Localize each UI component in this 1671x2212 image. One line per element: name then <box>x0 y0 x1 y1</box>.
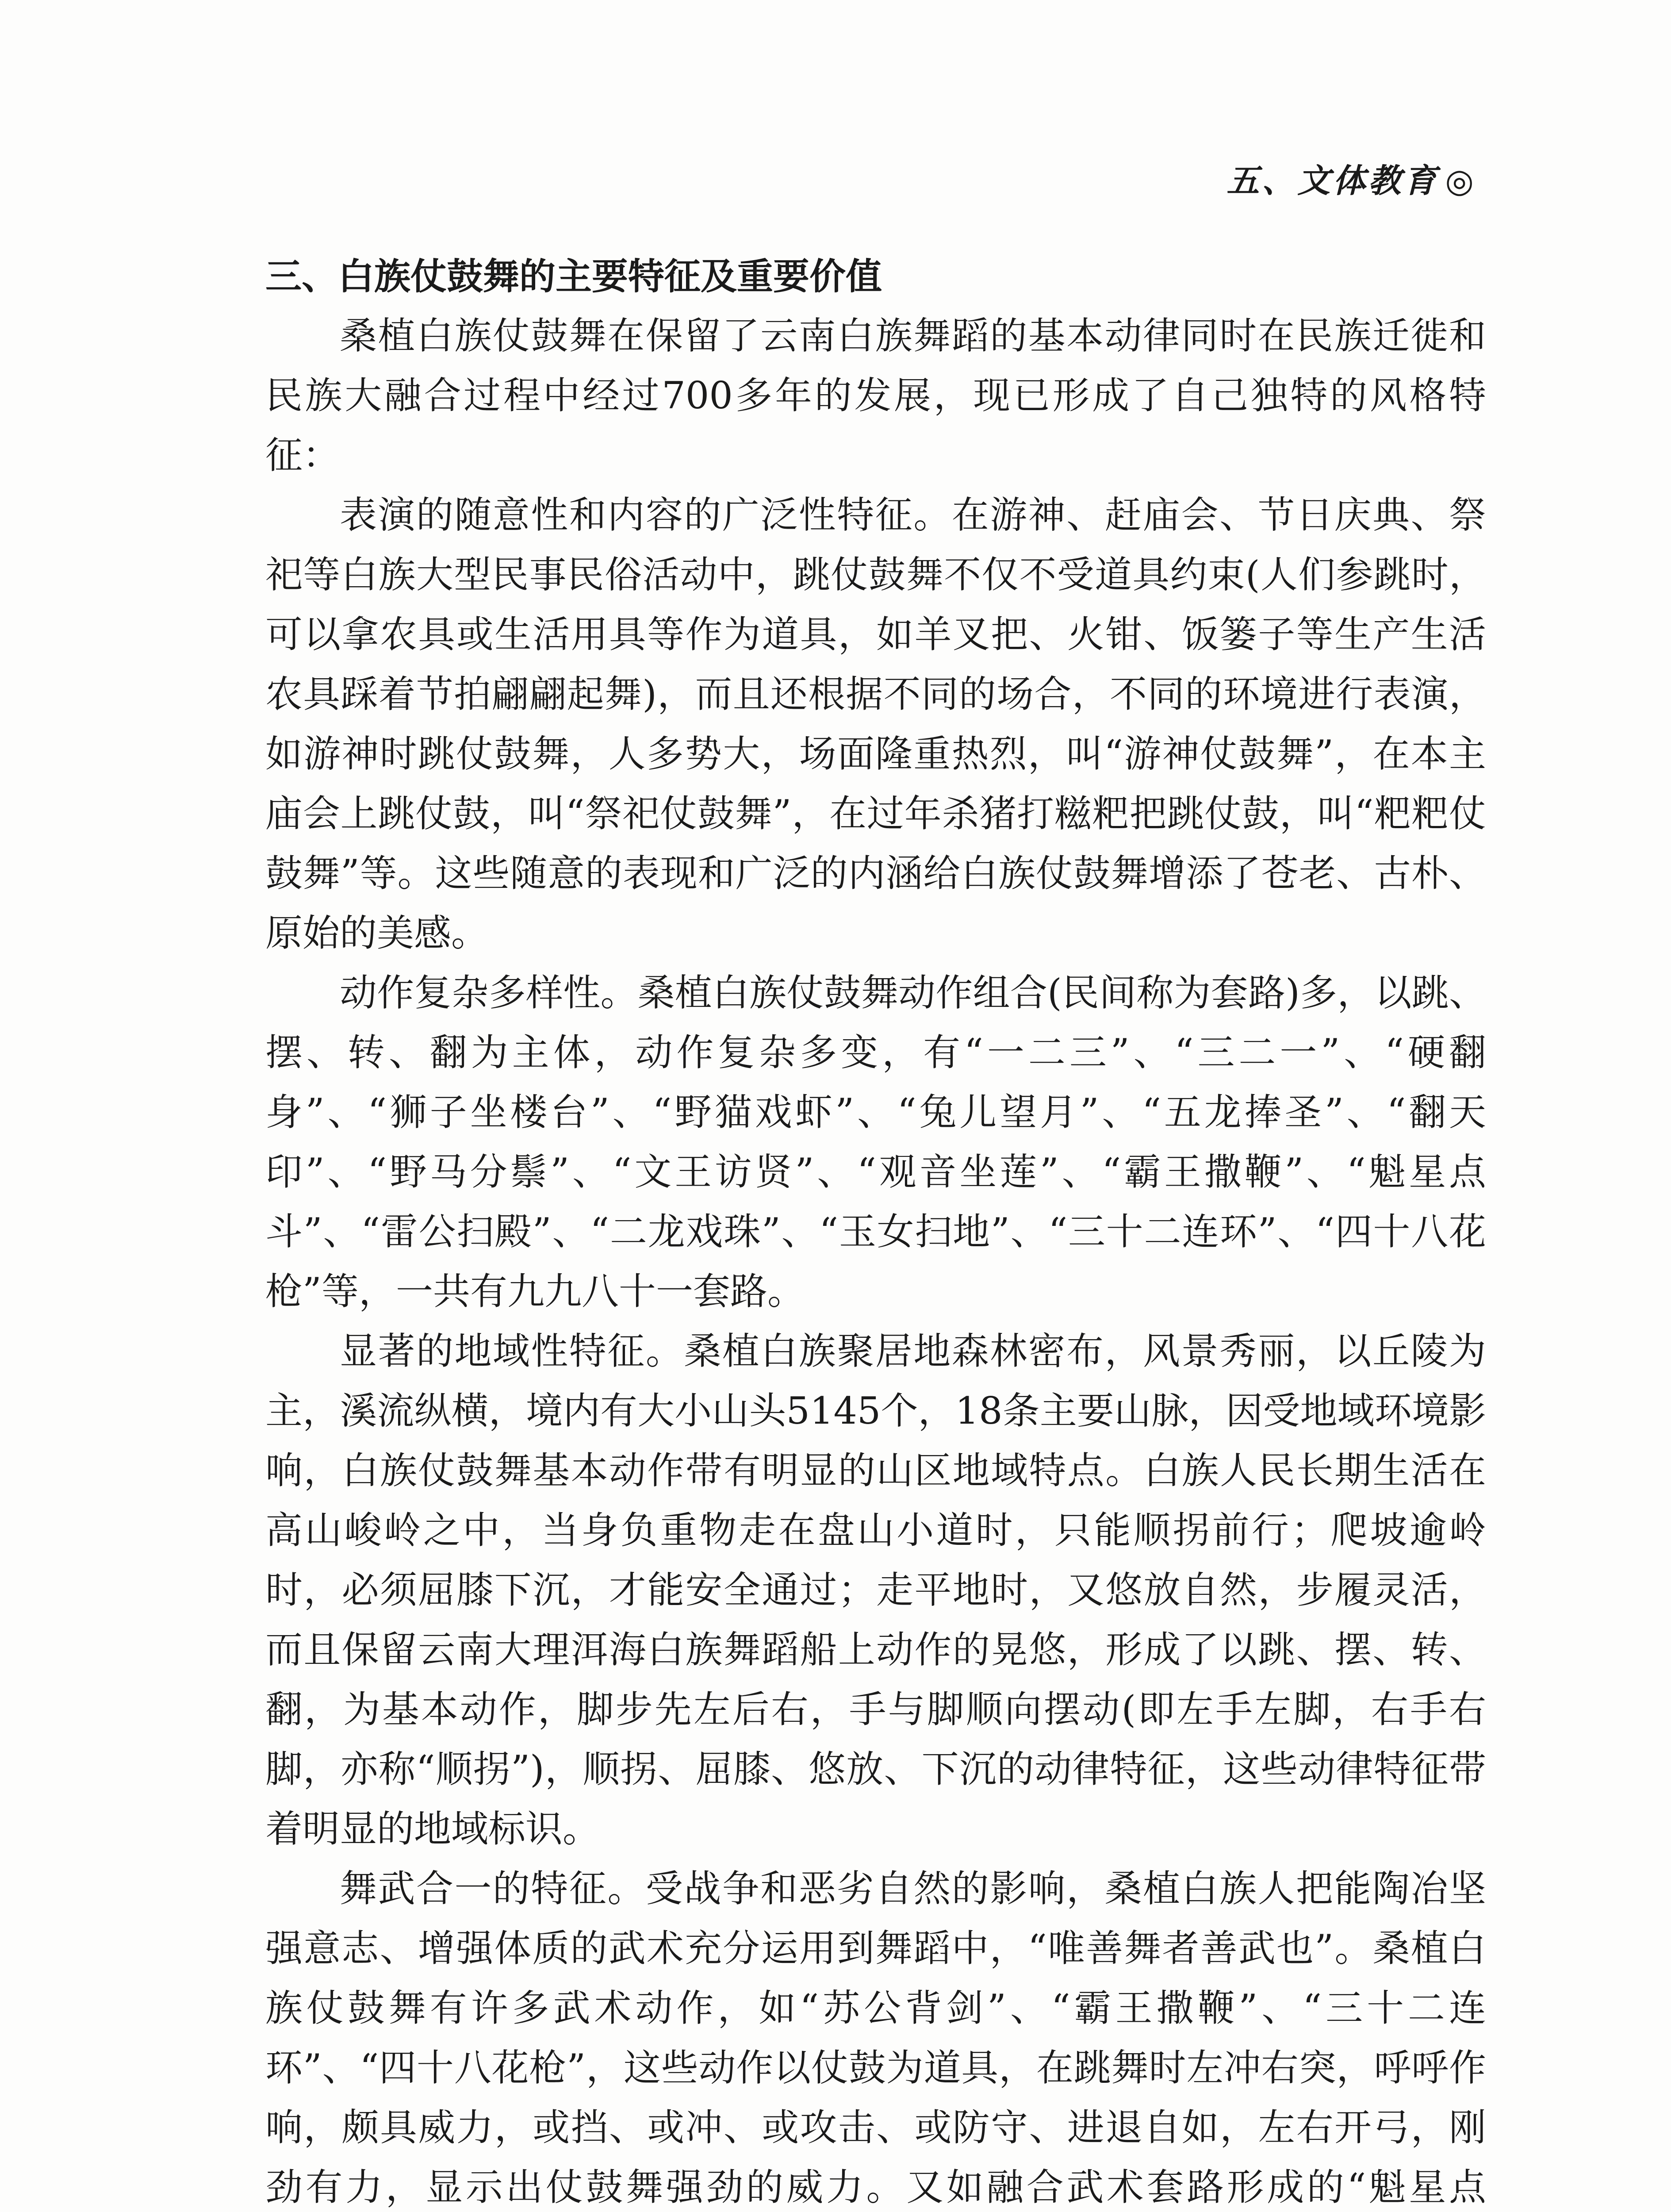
paragraph-movement-variety: 动作复杂多样性。桑植白族仗鼓舞动作组合(民间称为套路)多，以跳、摆、转、翻为主体，动作复杂多变，有“一二三”、“三二一”、“硬翻身”、“狮子坐楼台”、“野猫戏虾”、“兔儿望月”、“五龙捧圣”、“翻天印”、“野马分鬃”、“文王访贤”、“观音坐莲”、“霸王撒鞭”、“魁星点斗”、“雷公扫殿”、“二龙戏珠”、“玉女扫地”、“三十二连环”、“四十八花枪”等，一共有九九八十一套路。 <box>265 971 1486 1313</box>
running-head-title: 五、文体教育 <box>1226 162 1439 200</box>
running-head <box>1226 155 1476 202</box>
ornament-icon: ◎ <box>1445 162 1476 200</box>
paragraph-performance-feature: 表演的随意性和内容的广泛性特征。在游神、赶庙会、节日庆典、祭祀等白族大型民事民俗活动中，跳仗鼓舞不仅不受道具约束(人们参跳时，可以拿农具或生活用具等作为道具，如羊叉把、火钳、饭篓子等生产生活农具踩着节拍翩翩起舞)，而且还根据不同的场合，不同的环境进行表演，如游神时跳仗鼓舞，人多势大，场面隆重热烈，叫“游神仗鼓舞”，在本主庙会上跳仗鼓，叫“祭祀仗鼓舞”，在过年杀猪打糍粑把跳仗鼓，叫“粑粑仗鼓舞”等。这些随意的表现和广泛的内涵给白族仗鼓舞增添了苍老、古朴、原始的美感。 <box>265 493 1486 955</box>
section-title: 三、白族仗鼓舞的主要特征及重要价值 <box>265 256 882 298</box>
paragraph-regional-feature: 显著的地域性特征。桑植白族聚居地森林密布，风景秀丽，以丘陵为主，溪流纵横，境内有大小山头5145个，18条主要山脉，因受地域环境影响，白族仗鼓舞基本动作带有明显的山区地域特点。白族人民长期生活在高山峻岭之中，当身负重物走在盘山小道时，只能顺拐前行；爬坡逾岭时，必须屈膝下沉，才能安全通过；走平地时，又悠放自然，步履灵活，而且保留云南大理洱海白族舞蹈船上动作的晃悠，形成了以跳、摆、转、翻，为基本动作，脚步先左后右，手与脚顺向摆动(即左手左脚，右手右脚，亦称“顺拐”)，顺拐、屈膝、悠放、下沉的动律特征，这些动律特征带着明显的地域标识。 <box>265 1329 1486 1851</box>
paragraph-intro: 桑植白族仗鼓舞在保留了云南白族舞蹈的基本动律同时在民族迁徙和民族大融合过程中经过700多年的发展，现已形成了自己独特的风格特征： <box>265 314 1486 477</box>
page-body <box>265 248 1486 2212</box>
paragraph-dance-martial-feature: 舞武合一的特征。受战争和恶劣自然的影响，桑植白族人把能陶冶坚强意志、增强体质的武术充分运用到舞蹈中，“唯善舞者善武也”。桑植白族仗鼓舞有许多武术动作，如“苏公背剑”、“霸王撒鞭”、“三十二连环”、“四十八花枪”，这些动作以仗鼓为道具，在跳舞时左冲右突，呼呼作响，颇具威力，或挡、或冲、或攻击、或防守、进退自如，左右开弓，刚劲有力，显示出仗鼓舞强劲的威力。又如融合武术套路形成的“魁星点 <box>265 1867 1486 2209</box>
